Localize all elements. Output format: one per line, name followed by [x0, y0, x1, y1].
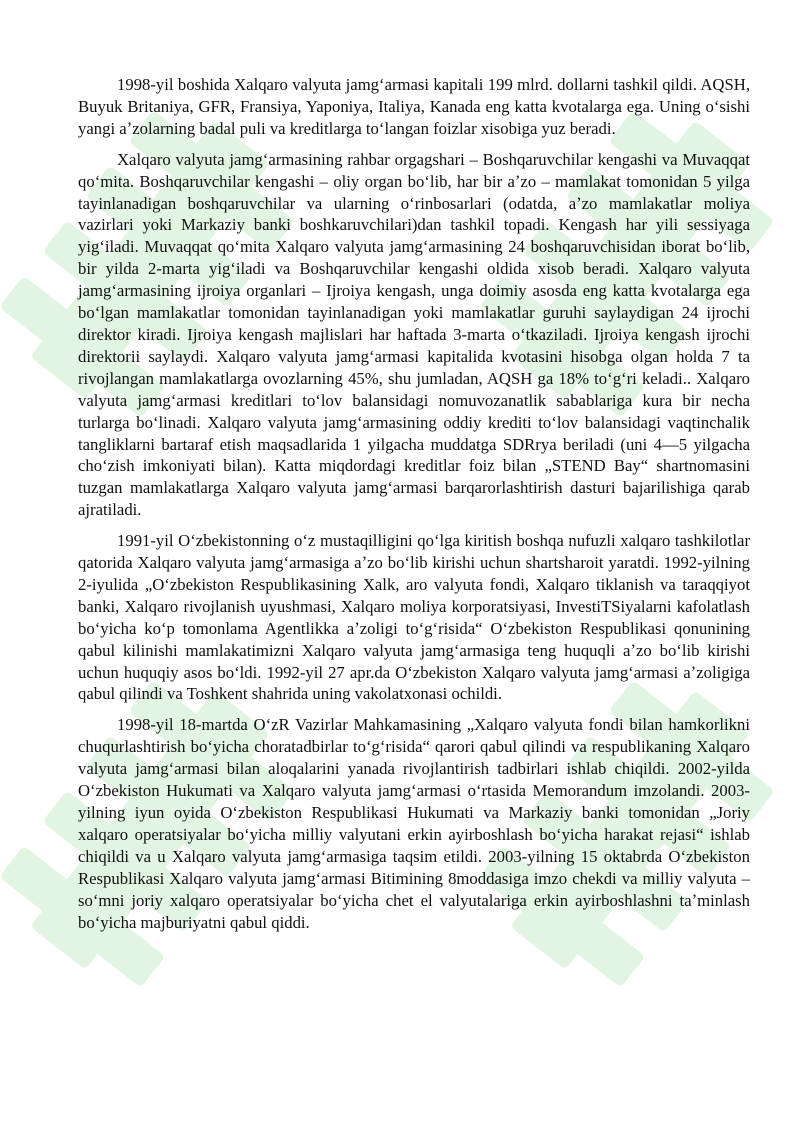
paragraph-2: Xalqaro valyuta jamgʻarmasining rahbar orgagshari – Boshqaruvchilar kengashi va Muvaqqat qoʻmita. Boshqaruvchilar kengashi – oliy organ boʻlib, har bir aʼzo – mamlakat tomonidan 5 yilga tayinlanadigan boshqaruvchilar va ularning oʻrinbosarlari (odatda, aʼzo mamlakatlar moliya vazirlari yoki Markaziy banki boshkaruvchilari)dan tashkil topadi. Kengash har yili sessiyaga yigʻiladi. Muvaqqat qoʻmita Xalqaro valyuta jamgʻarmasining 24 boshqaruvchisidan iborat boʻlib, bir yilda 2-marta yigʻiladi va Boshqaruvchilar kengashi oldida xisob beradi. Xalqaro valyuta jamgʻarmasining ijroiya organlari – Ijroiya kengash, unga doimiy asosda eng katta kvotalarga ega boʻlgan mamlakatlar tomonidan tayinlanadigan yoki mamlakatlar guruhi saylaydigan 24 ijrochi direktor kiradi. Ijroiya kengash majlislari har haftada 3-marta oʻtkaziladi. Ijroiya kengash ijrochi direktorii saylaydi. Xalqaro valyuta jamgʻarmasi kapitalida kvotasini hisobga olgan holda 7 ta rivojlangan mamlakatlarga ovozlarning 45%, shu jumladan, AQSH ga 18% toʻgʻri keladi.. Xalqaro valyuta jamgʻarmasi kreditlari toʻlov balansidagi nomuvozanatlik sabablariga kura bir necha turlarga boʻlinadi. Xalqaro valyuta jamgʻarmasining oddiy krediti toʻlov balansidagi vaqtinchalik tangliklarni bartaraf etish maqsadlarida 1 yilgacha muddatga SDRrya beriladi (uni 4—5 yilgacha choʻzish imkoniyati bilan). Katta miqdordagi kreditlar foiz bilan „STEND Bay“ shartnomasini tuzgan mamlakatlarga Xalqaro valyuta jamgʻarmasi barqarorlashtirish dasturi bajarilishiga qarab ajratiladi. [78, 149, 750, 520]
paragraph-4: 1998-yil 18-martda OʻzR Vazirlar Mahkamasining „Xalqaro valyuta fondi bilan hamkorlikni chuqurlashtirish boʻyicha choratadbirlar toʻgʻrisida“ qarori qabul qilindi va respublikaning Xalqaro valyuta jamgʻarmasi bilan aloqalarini yanada rivojlantirish tadbirlari ishlab chiqildi. 2002-yilda Oʻzbekiston Hukumati va Xalqaro valyuta jamgʻarmasi oʻrtasida Memorandum imzolandi. 2003-yilning iyun oyida Oʻzbekiston Respublikasi Hukumati va Markaziy banki tomonidan „Joriy xalqaro operatsiyalar boʻyicha milliy valyutani erkin ayirboshlash boʻyicha harakat rejasi“ ishlab chiqildi va u Xalqaro valyuta jamgʻarmasiga taqsim etildi. 2003-yilning 15 oktabrda Oʻzbekiston Respublikasi Xalqaro valyuta jamgʻarmasi Bitimining 8moddasiga imzo chekdi va milliy valyuta – soʻmni joriy xalqaro operatsiyalar boʻyicha chet el valyutalariga erkin ayirboshlashni taʼminlash boʻyicha majburiyatni qabul qiddi. [78, 715, 750, 932]
paragraph-1: 1998-yil boshida Xalqaro valyuta jamgʻarmasi kapitali 199 mlrd. dollarni tashkil qildi. AQSH, Buyuk Britaniya, GFR, Fransiya, Yaponiya, Italiya, Kanada eng katta kvotalarga ega. Uning oʻsishi yangi aʼzolarning badal puli va kreditlarga toʻlangan foizlar xisobiga yuz beradi. [78, 75, 750, 138]
paragraph-3: 1991-yil Oʻzbekistonning oʻz mustaqilligini qoʻlga kiritish boshqa nufuzli xalqaro tashkilotlar qatorida Xalqaro valyuta jamgʻarmasiga aʼzo boʻlib kirishi uchun shartsharoit yaratdi. 1992-yilning 2-iyulida „Oʻzbekiston Respublikasining Xalk, aro valyuta fondi, Xalqaro tiklanish va taraqqiyot banki, Xalqaro rivojlanish uyushmasi, Xalqaro moliya korporatsiyasi, InvestiTSiyalarni kafolatlash boʻyicha koʻp tomonlama Agentlikka aʼzoligi toʻgʻrisida“ Oʻzbekiston Respublikasi qonunining qabul kilinishi mamlakatimizni Xalqaro valyuta jamgʻarmasiga teng huquqli aʼzo boʻlib kirishi uchun huquqiy asos boʻldi. 1992-yil 27 apr.da Oʻzbekiston Xalqaro valyuta jamgʻarmasi aʼzoligiga qabul qilindi va Toshkent shahrida uning vakolatxonasi ochildi. [78, 531, 750, 704]
document-body [78, 74, 750, 942]
